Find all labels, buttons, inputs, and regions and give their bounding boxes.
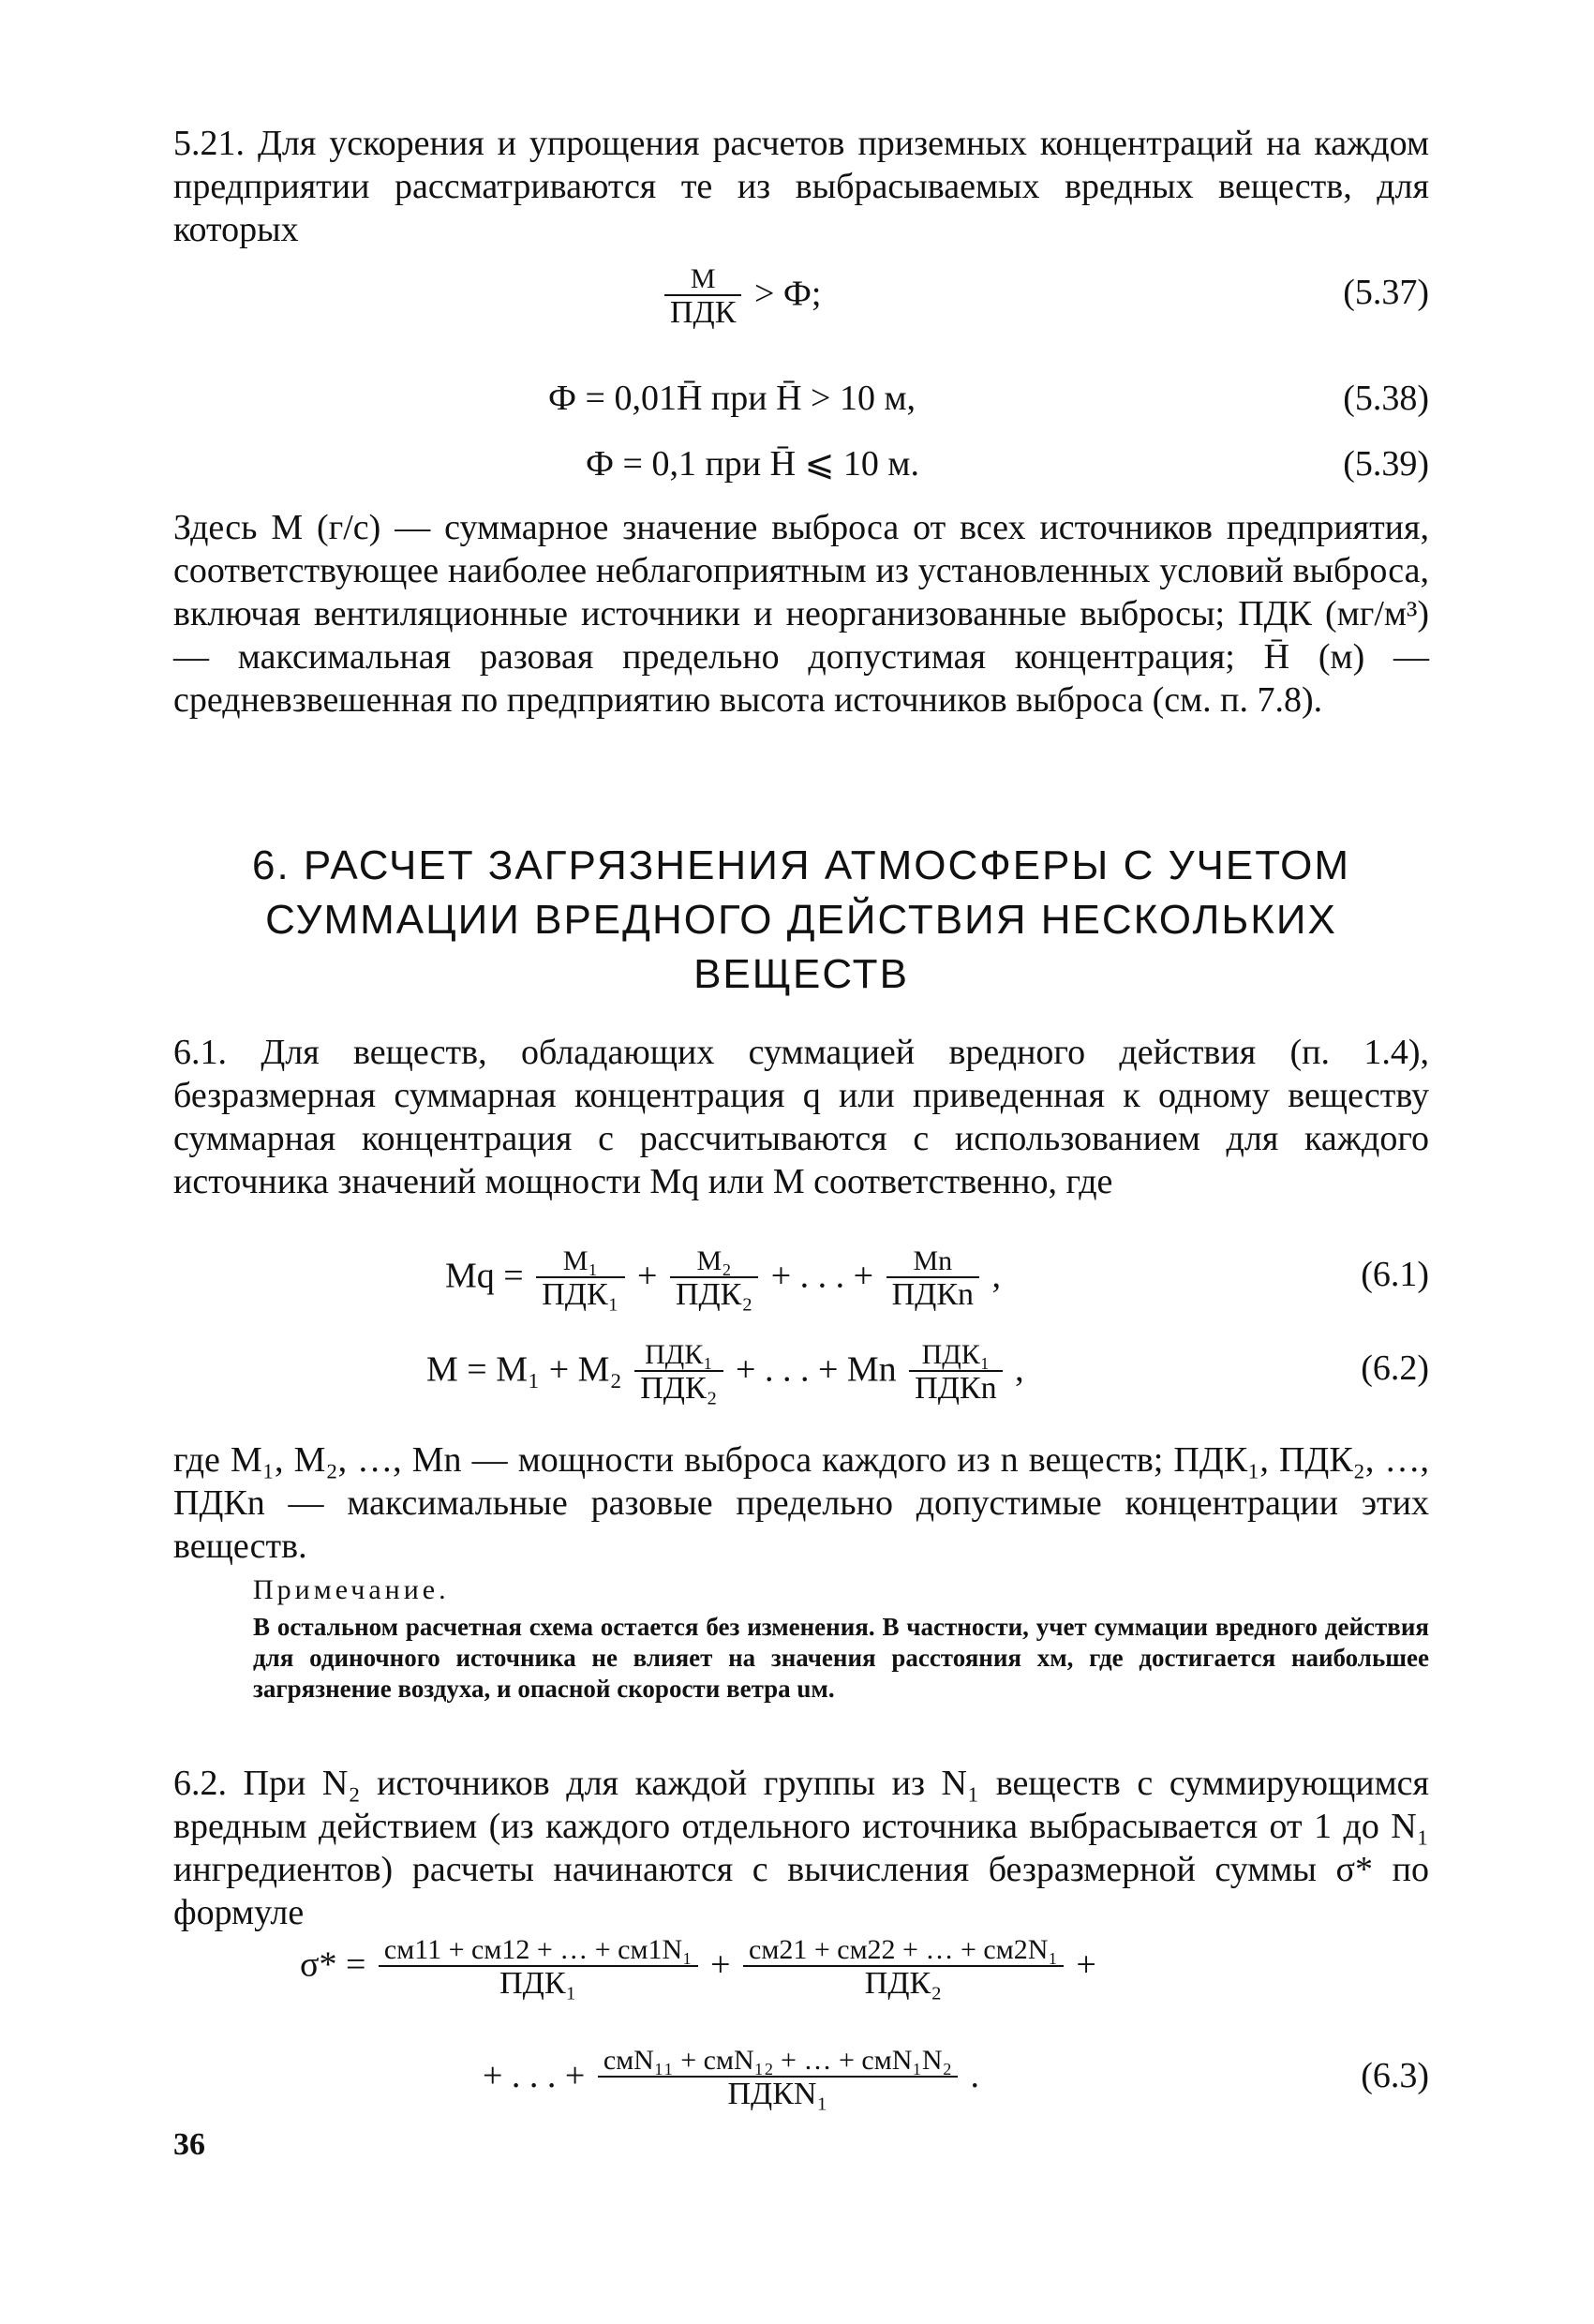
equation-5-38: Ф = 0,01H̄ при H̄ > 10 м, (5.38) xyxy=(173,370,1429,426)
page-number: 36 xyxy=(173,2127,205,2162)
equation-6-2: M = M₁ + M₂ $\frac{\text{ПДК₁}}{\text{ПДК₂}}$ + . . . + Mn $\frac{\text{ПДК₁}}{\text{ПДКn}}$ , (6.2) xyxy=(426,1339,1429,1406)
paragraph-6-1: 6.1. Для веществ, обладающих суммацией вредного действия (п. 1.4), безразмерная суммарная концентрация q или приведенная к одному веществу суммарная концентрация c рассчитываются с использованием для каждого источника значений мощности Mq или M соответственно, где xyxy=(173,1033,1429,1201)
fraction: $\frac{M}{\text{ПДК}}$ xyxy=(664,264,741,330)
note-title: Примечание. xyxy=(253,1574,450,1605)
equation-number: (6.2) xyxy=(1361,1348,1429,1388)
paragraph-where: где M₁, M₂, …, Mn — мощности выброса каждого из n веществ; ПДК₁, ПДК₂, …, ПДКn — максимальные разовые предельно допустимые концентрации этих веществ. xyxy=(173,1440,1429,1566)
paragraph-6-2: 6.2. При N₂ источников для каждой группы из N₁ веществ с суммирующимся вредным действием (из каждого отдельного источника выбрасывается от 1 до N₁ ингредиентов) расчеты начинаются с вычисления безразмерной суммы σ* по формуле xyxy=(173,1764,1429,1932)
equation-6-1: Mq = $\frac{\text{M₁}}{\text{ПДК₁}}$ + $\frac{\text{M₂}}{\text{ПДК₂}}$ + . . . + $\frac{Mn}{\text{ПДКn}}$ , (6.1) xyxy=(445,1245,1429,1312)
paragraph-5-21: 5.21. Для ускорения и упрощения расчетов приземных концентраций на каждом предприятии рассматриваются те из выбрасываемых вредных веществ, для которых xyxy=(173,124,1429,249)
equation-5-37: $\frac{M}{\text{ПДК}}$ > Ф; (5.37) xyxy=(173,264,1429,320)
note-text: В остальном расчетная схема остается без изменения. В частности, учет суммации вредного действия для одиночного источника не влияет на значения расстояния xм, где достигается наибольшее загрязнение воздуха, и опасной скорости ветра uм. xyxy=(253,1613,1429,1703)
equation-number: (5.37) xyxy=(1343,273,1429,312)
equation-6-3-line2: + . . . + $\frac{\text{cмN₁₁ + cмN₁₂ + … + cмN₁N₂}}{\text{ПДКN₁}}$ . (6.3) xyxy=(173,2034,1429,2118)
equation-5-39: Ф = 0,1 при H̄ ⩽ 10 м. (5.39) xyxy=(173,436,1429,492)
paragraph-explanation: Здесь M (г/с) — суммарное значение выброса от всех источников предприятия, соответствующее наиболее неблагоприятным из установленных условий выброса, включая вентиляционные источники и неорганизованные выбросы; ПДК (мг/м³) — максимальная разовая предельно допустимая концентрация; H̄ (м) — средневзвешенная по предприятию высота источников выброса (см. п. 7.8). xyxy=(173,508,1429,720)
equation-number: (5.38) xyxy=(1343,379,1429,418)
equation-number: (5.39) xyxy=(1343,444,1429,484)
equation-number: (6.1) xyxy=(1361,1255,1429,1294)
equation-6-3-line1: σ* = $\frac{\text{cм11 + cм12 + … + cм1N₁}}{\text{ПДК₁}}$ + $\frac{\text{cм21 + cм22 + … + cм2N₁}}{\text{ПДК₂}}$ + xyxy=(300,1934,1096,2001)
section-heading: 6. РАСЧЕТ ЗАГРЯЗНЕНИЯ АТМОСФЕРЫ С УЧЕТОМ СУММАЦИИ ВРЕДНОГО ДЕЙСТВИЯ НЕСКОЛЬКИХ ВЕЩЕСТВ xyxy=(252,842,1350,997)
equation-number: (6.3) xyxy=(1361,2056,1429,2095)
